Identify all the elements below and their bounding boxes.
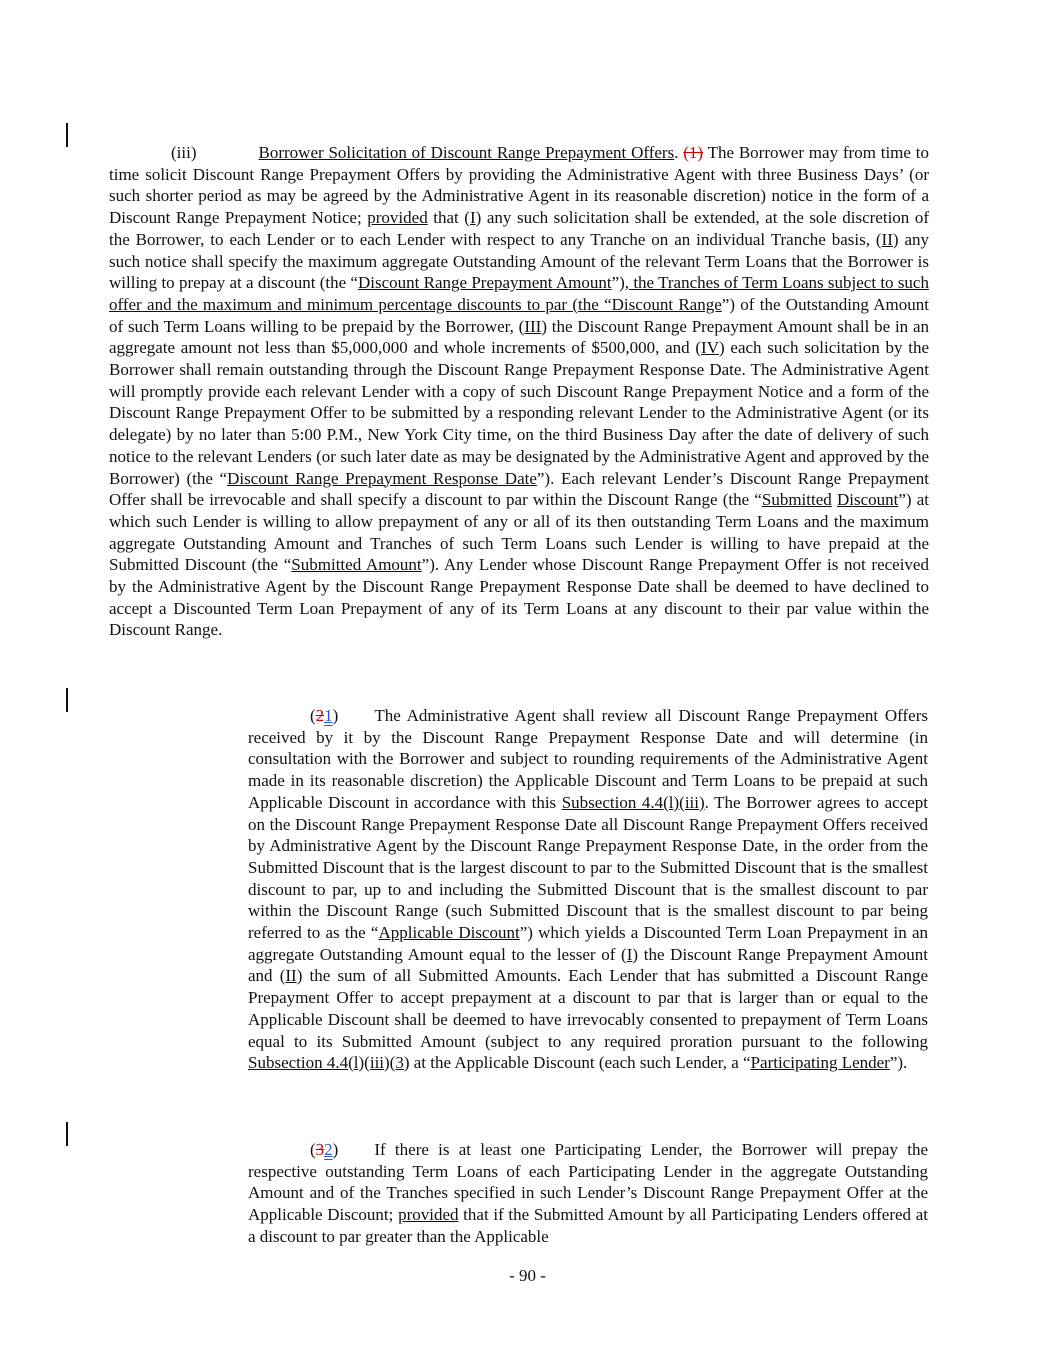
defined-term: Participating Lender: [750, 1053, 890, 1073]
page-number: - 90 -: [509, 1266, 546, 1285]
paragraph-number: (32): [310, 1140, 339, 1159]
section-heading: Borrower Solicitation of Discount Range Prepayment Offers: [258, 143, 675, 162]
cross-reference: Subsection 4.4: [248, 1053, 349, 1073]
paragraph-number: (iii): [171, 143, 197, 162]
revision-change-bar: [66, 123, 68, 147]
defined-term: Discount Range Prepayment Response Date: [227, 468, 537, 488]
paragraph-iii: (iii) Borrower Solicitation of Discount Range Prepayment Offers. (1) The Borrower may from time to time solicit Discount Range Prepayment Offers by providing the Administrative Agent with three Business Days’ (or such shorter period as may be agreed by the Administrative Agent in its reasonable discretion) notice in the form of a Discount Range Prepayment Notice; provided that (I) any such solicitation shall be extended, at the sole discretion of the Borrower, to each Lender or to each Lender with respect to any Tranche on an individual Tranche basis, (II) any such notice shall specify the maximum aggregate Outstanding Amount of the relevant Term Loans that the Borrower is willing to prepay at a discount (the “Discount Range Prepayment Amount”), the Tranches of Term Loans subject to such offer and the maximum and minimum percentage discounts to par (the “Discount Range”) of the Outstanding Amount of such Term Loans willing to be prepaid by the Borrower, (III) the Discount Range Prepayment Amount shall be in an aggregate amount not less than $5,000,000 and whole increments of $500,000, and (IV) each such solicitation by the Borrower shall remain outstanding through the Discount Range Prepayment Response Date. The Administrative Agent will promptly provide each relevant Lender with a copy of such Discount Range Prepayment Notice and a form of the Discount Range Prepayment Offer to be submitted by a responding relevant Lender to the Administrative Agent (or its delegate) by no later than 5:00 P.M., New York City time, on the third Business Day after the date of delivery of such notice to the relevant Lenders (or such later date as may be designated by the Administrative Agent and approved by the Borrower) (the “Discount Range Prepayment Response Date”). Each relevant Lender’s Discount Range Prepayment Offer shall be irrevocable and shall specify a discount to par within the Discount Range (the “Submitted Discount”) at which such Lender is willing to allow prepayment of any or all of its then outstanding Term Loans and the maximum aggregate Outstanding Amount and Tranches of such Term Loans such Lender is willing to have prepaid at the Submitted Discount (the “Submitted Amount”). Any Lender whose Discount Range Prepayment Offer is not received by the Administrative Agent by the Discount Range Prepayment Response Date shall be deemed to have declined to accept a Discounted Term Loan Prepayment of any of its Term Loans at any discount to their par value within the Discount Range.: [109, 143, 930, 640]
defined-term: provided: [367, 208, 428, 228]
paragraph-2: (21) The Administrative Agent shall review all Discount Range Prepayment Offers received by it by the Discount Range Prepayment Response Date and will determine (in consultation with the Borrower and subject to rounding requirements of the Administrative Agent made in its reasonable discretion) the Applicable Discount and Term Loans to be prepaid at such Applicable Discount in accordance with this Subsection 4.4(l)(iii). The Borrower agrees to accept on the Discount Range Prepayment Response Date all Discount Range Prepayment Offers received by Administrative Agent by the Discount Range Prepayment Response Date, in the order from the Submitted Discount that is the largest discount to par to the Submitted Discount that is the smallest discount to par, up to and including the Submitted Discount that is the smallest discount to par within the Discount Range (such Submitted Discount that is the smallest discount to par being referred to as the “Applicable Discount”) which yields a Discounted Term Loan Prepayment in an aggregate Outstanding Amount equal to the lesser of (I) the Discount Range Prepayment Amount and (II) the sum of all Submitted Amounts. Each Lender that has submitted a Discount Range Prepayment Offer to accept prepayment at a discount to par that is larger than or equal to the Applicable Discount shall be deemed to have irrevocably consented to prepayment of Term Loans equal to its Submitted Amount (subject to any required proration pursuant to the following Subsection 4.4(l)(iii)(3) at the Applicable Discount (each such Lender, a “Participating Lender”).: [248, 706, 929, 1073]
revision-change-bar: [66, 688, 68, 712]
paragraph-number: (21): [310, 706, 339, 725]
inserted-text: 1: [324, 706, 333, 725]
cross-reference: Subsection 4.4(l)(iii): [561, 792, 705, 812]
defined-term: Discount Range: [611, 294, 722, 314]
defined-term: provided: [398, 1205, 459, 1225]
inserted-text: 2: [324, 1140, 333, 1159]
paragraph-3: (32) If there is at least one Participating Lender, the Borrower will prepay the respective outstanding Term Loans of each Participating Lender in the aggregate Outstanding Amount and of the Tranches specified in such Lender’s Discount Range Prepayment Offer at the Applicable Discount; provided that if the Submitted Amount by all Participating Lenders offered at a discount to par greater than the Applicable: [248, 1140, 928, 1246]
deleted-text: 2: [315, 706, 325, 725]
defined-term: Applicable Discount: [378, 923, 520, 943]
deleted-text: (1): [683, 143, 704, 162]
defined-term: Submitted Amount: [291, 555, 422, 575]
deleted-text: 3: [315, 1140, 325, 1159]
defined-term: Discount: [836, 490, 899, 510]
defined-term: Discount Range Prepayment Amount: [357, 273, 612, 293]
revision-change-bar: [66, 1122, 68, 1146]
defined-term: Submitted: [761, 490, 832, 510]
